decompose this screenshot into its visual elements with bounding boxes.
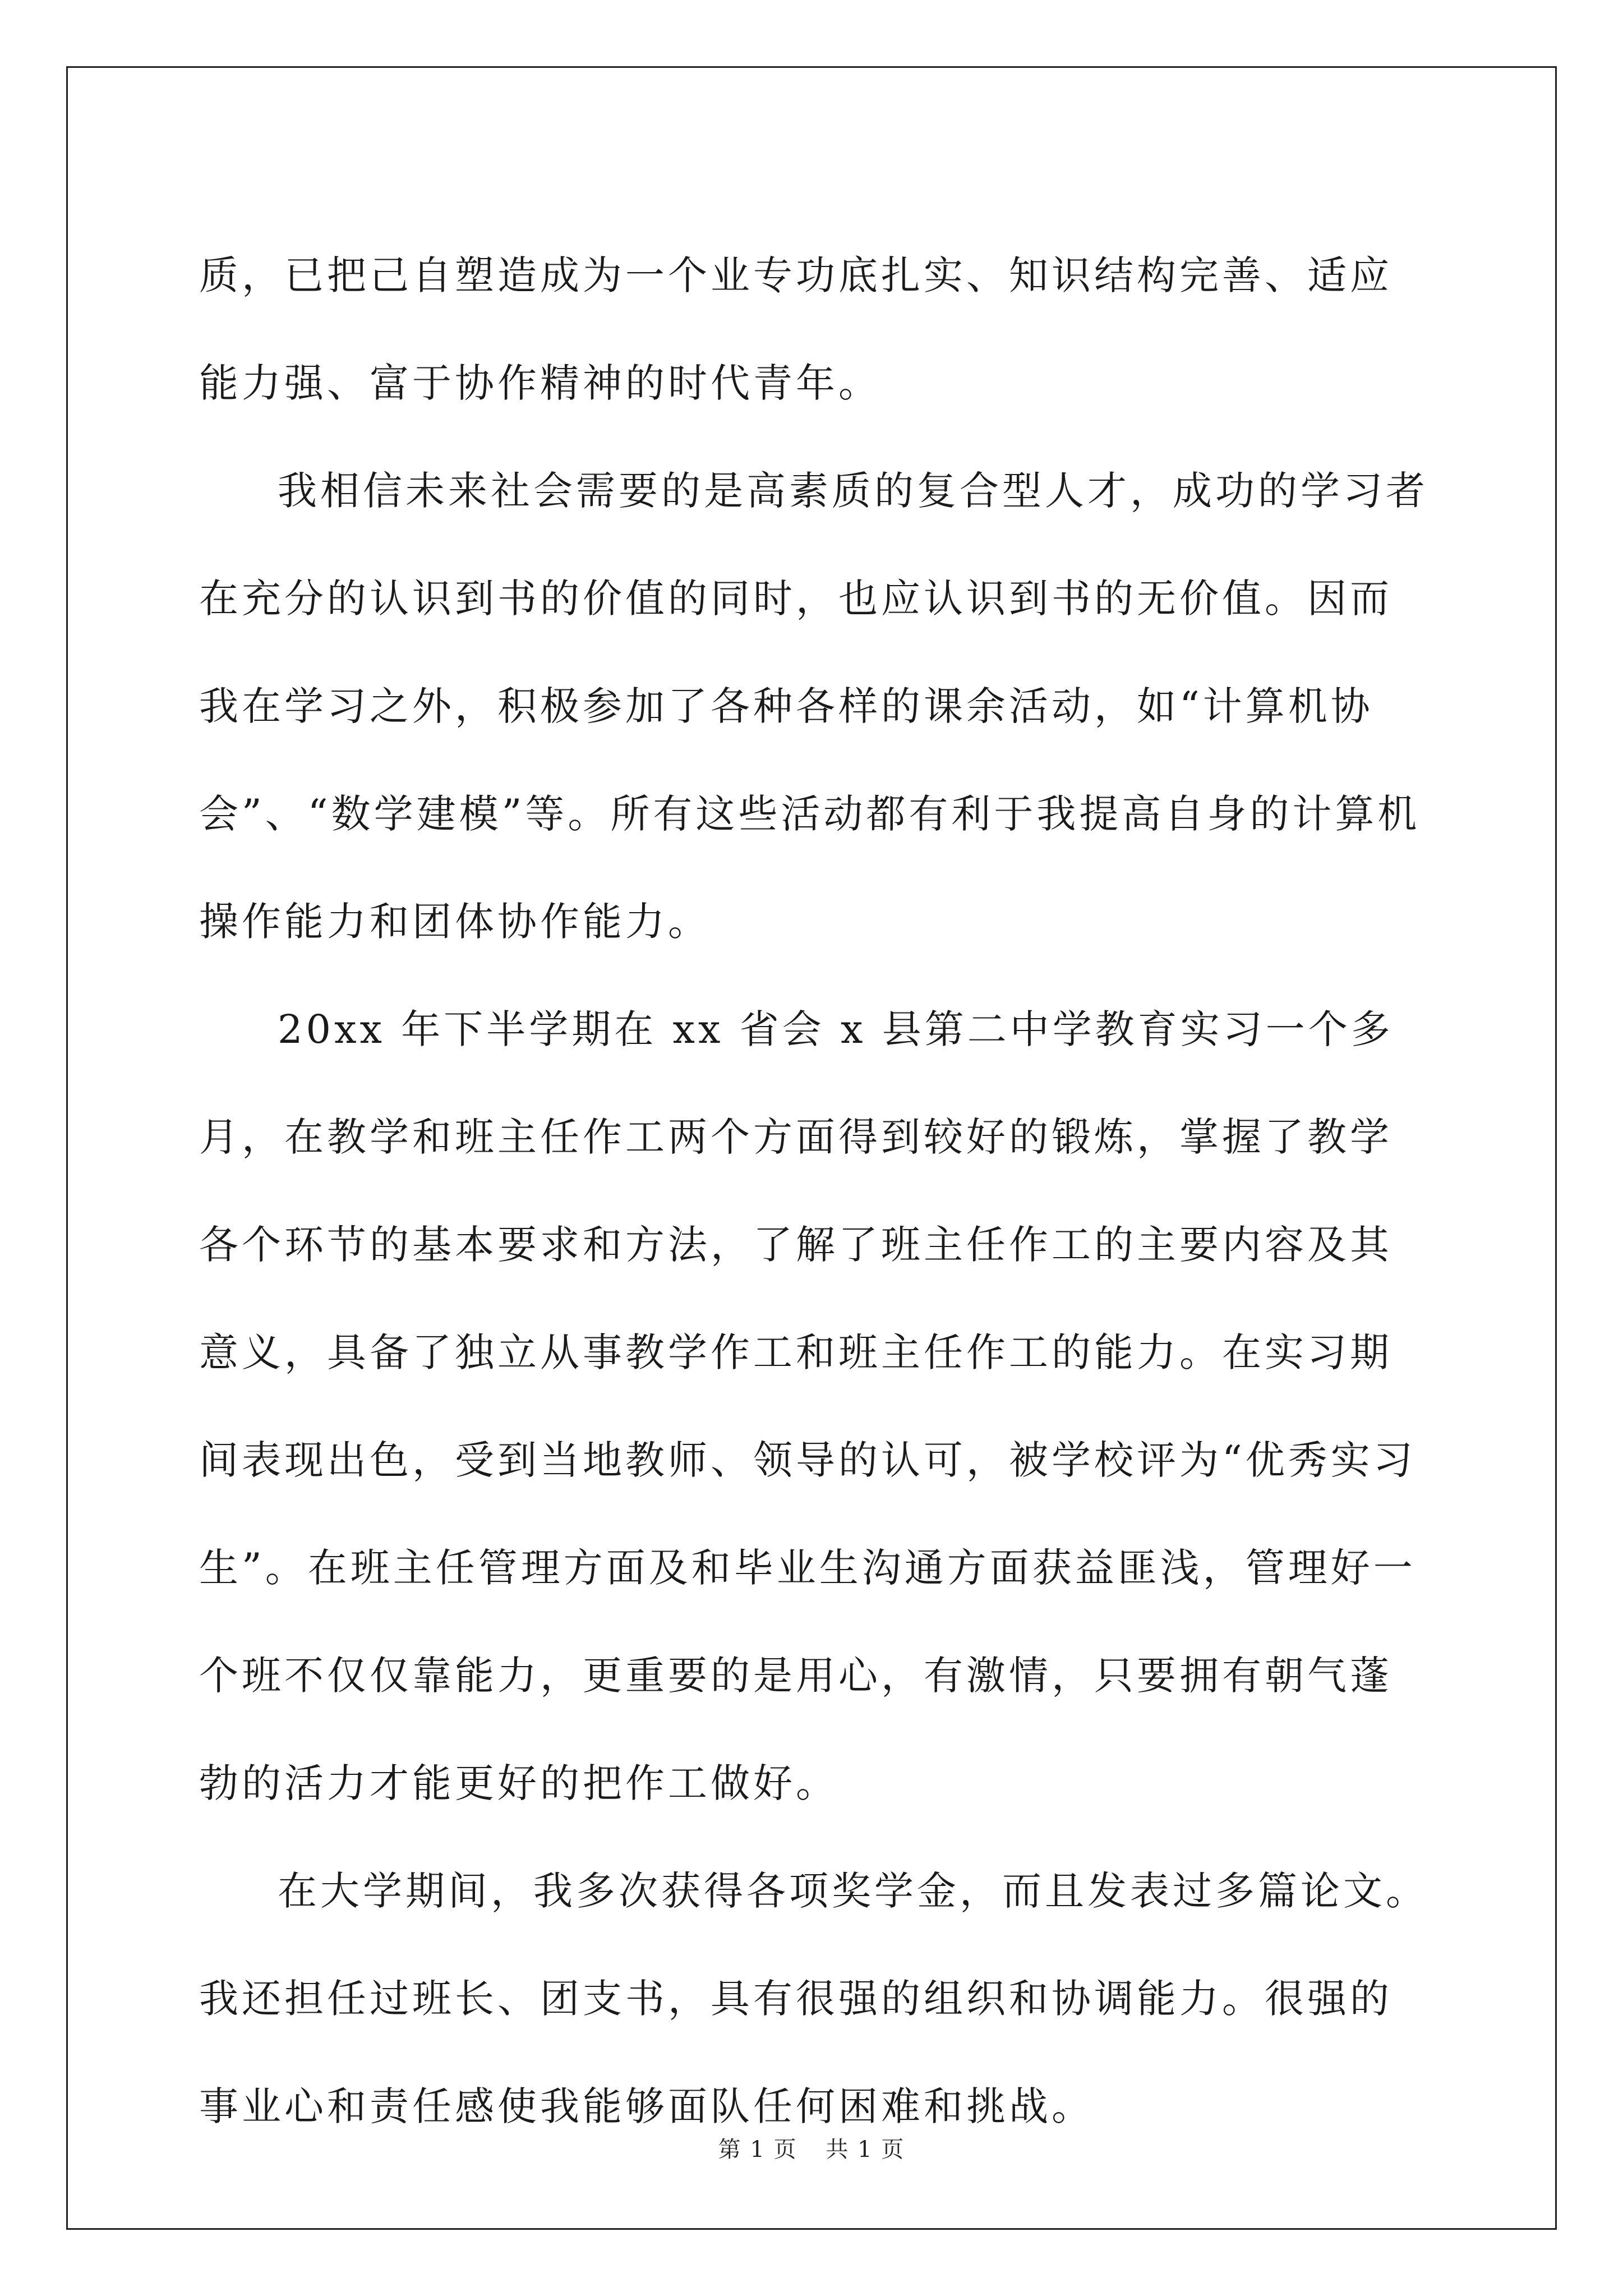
page-footer (0, 2132, 1623, 2164)
paragraph-2: 我相信未来社会需要的是高素质的复合型人才，成功的学习者在充分的认识到书的价值的同时，也应认识到书的无价值。因而我在学习之外，积极参加了各种各样的课余活动，如“计算机协会”、“数学建模”等。所有这些活动都有利于我提高自身的计算机操作能力和团体协作能力。 (199, 468, 1428, 945)
paragraph-4: 在大学期间，我多次获得各项奖学金，而且发表过多篇论文。我还担任过班长、团支书，具有很强的组织和协调能力。很强的事业心和责任感使我能够面队任何困难和挑战。 (199, 1868, 1428, 2129)
document-body (199, 222, 1430, 2160)
page-total: 共 1 页 (826, 2137, 905, 2162)
paragraph-1: 质，已把己自塑造成为一个业专功底扎实、知识结构完善、适应能力强、富于协作精神的时代青年。 (199, 252, 1393, 406)
paragraph-3: 20xx 年下半学期在 xx 省会 x 县第二中学教育实习一个多月，在教学和班主任作工两个方面得到较好的锻炼，掌握了教学各个环节的基本要求和方法，了解了班主任作工的主要内容及其意义，具备了独立从事教学作工和班主任作工的能力。在实习期间表现出色，受到当地教师、领导的认可，被学校评为“优秀实习生”。在班主任管理方面及和毕业生沟通方面获益匪浅，管理好一个班不仅仅靠能力，更重要的是用心，有激情，只要拥有朝气蓬勃的活力才能更好的把作工做好。 (199, 1006, 1416, 1806)
page-number: 第 1 页 (718, 2137, 797, 2162)
